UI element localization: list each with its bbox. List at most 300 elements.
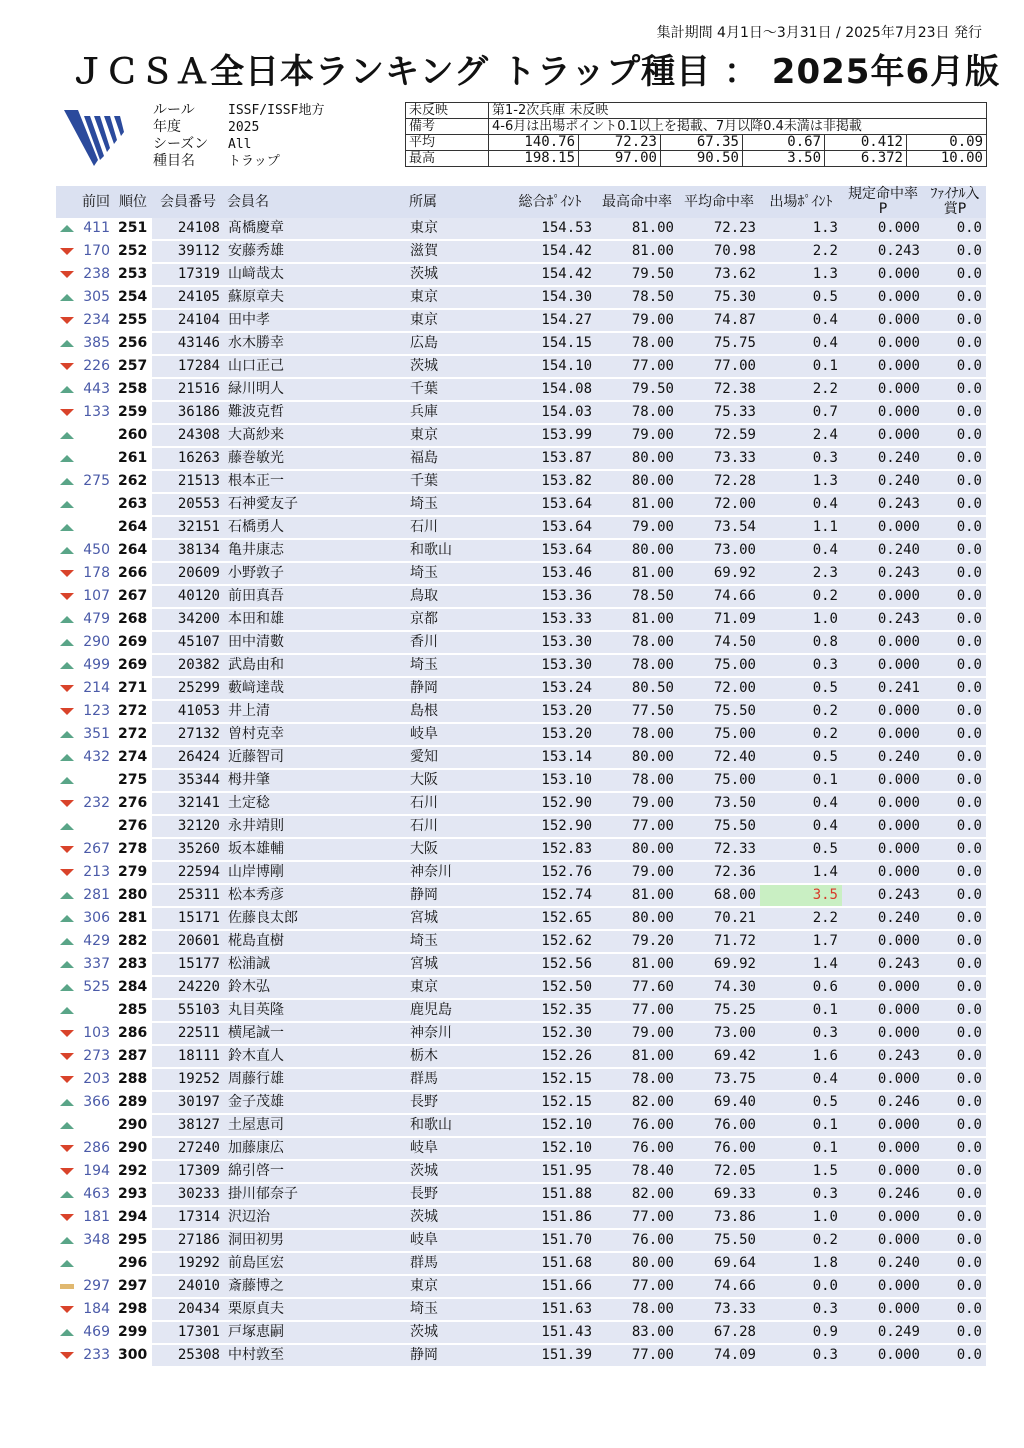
total-points-cell: 153.82	[504, 471, 596, 494]
up-arrow-icon	[60, 754, 74, 761]
total-points-cell: 153.64	[504, 517, 596, 540]
member-number-cell: 25299	[152, 678, 224, 701]
rank-cell: 278	[114, 839, 152, 862]
up-arrow-icon	[60, 915, 74, 922]
final-prize-points-cell: 0.0	[924, 1046, 986, 1069]
total-points-cell: 154.42	[504, 264, 596, 287]
total-points-cell: 153.24	[504, 678, 596, 701]
final-prize-points-cell: 0.0	[924, 218, 986, 241]
header-rule: 規定命中率P	[842, 186, 924, 218]
prev-rank-cell: 450	[78, 540, 114, 563]
trend-cell	[56, 540, 78, 563]
entry-points-cell: 0.3	[760, 1299, 842, 1322]
down-arrow-icon	[60, 248, 74, 255]
total-points-cell: 152.83	[504, 839, 596, 862]
trend-cell	[56, 1345, 78, 1368]
prev-rank-cell: 499	[78, 655, 114, 678]
final-prize-points-cell: 0.0	[924, 793, 986, 816]
table-row	[56, 770, 986, 793]
affiliation-cell: 岐阜	[406, 1138, 504, 1161]
member-name-cell: 田中清數	[224, 632, 406, 655]
affiliation-cell: 茨城	[406, 1161, 504, 1184]
member-name-cell: 藤巻敏光	[224, 448, 406, 471]
total-points-cell: 153.30	[504, 632, 596, 655]
member-number-cell: 30197	[152, 1092, 224, 1115]
member-number-cell: 45107	[152, 632, 224, 655]
rank-cell: 258	[114, 379, 152, 402]
member-number-cell: 15171	[152, 908, 224, 931]
entry-points-cell: 0.3	[760, 655, 842, 678]
affiliation-cell: 広島	[406, 333, 504, 356]
total-points-cell: 152.35	[504, 1000, 596, 1023]
rule-hit-rate-points-cell: 0.000	[842, 977, 924, 1000]
member-number-cell: 21516	[152, 379, 224, 402]
best-hit-rate-cell: 80.00	[596, 1253, 678, 1276]
average-hit-rate-cell: 75.33	[678, 402, 760, 425]
trend-cell	[56, 655, 78, 678]
member-number-cell: 17309	[152, 1161, 224, 1184]
prev-rank-cell: 107	[78, 586, 114, 609]
affiliation-cell: 鳥取	[406, 586, 504, 609]
affiliation-cell: 香川	[406, 632, 504, 655]
rule-hit-rate-points-cell: 0.000	[842, 1230, 924, 1253]
member-name-cell: 小野敦子	[224, 563, 406, 586]
member-number-cell: 43146	[152, 333, 224, 356]
best-hit-rate-cell: 76.00	[596, 1138, 678, 1161]
member-name-cell: 周藤行雄	[224, 1069, 406, 1092]
member-number-cell: 24308	[152, 425, 224, 448]
member-name-cell: 大髙紗来	[224, 425, 406, 448]
affiliation-cell: 滋賀	[406, 241, 504, 264]
final-prize-points-cell: 0.0	[924, 816, 986, 839]
prev-rank-cell: 479	[78, 609, 114, 632]
trend-cell	[56, 977, 78, 1000]
best-hit-rate-cell: 77.60	[596, 977, 678, 1000]
unchanged-icon	[60, 1284, 74, 1289]
trend-cell	[56, 1322, 78, 1345]
rule-hit-rate-points-cell: 0.000	[842, 1345, 924, 1368]
best-hit-rate-cell: 77.00	[596, 1345, 678, 1368]
down-arrow-icon	[60, 1306, 74, 1313]
table-row	[56, 494, 986, 517]
rule-hit-rate-points-cell: 0.240	[842, 471, 924, 494]
up-arrow-icon	[60, 1122, 74, 1129]
average-hit-rate-cell: 74.30	[678, 977, 760, 1000]
member-name-cell: 近藤智司	[224, 747, 406, 770]
average-hit-rate-cell: 73.50	[678, 793, 760, 816]
affiliation-cell: 京都	[406, 609, 504, 632]
member-number-cell: 17301	[152, 1322, 224, 1345]
average-hit-rate-cell: 75.30	[678, 287, 760, 310]
unreflected-value: 第1-2次兵庫 未反映	[489, 103, 987, 119]
trend-cell	[56, 448, 78, 471]
rule-hit-rate-points-cell: 0.243	[842, 1046, 924, 1069]
member-name-cell: 鈴木直人	[224, 1046, 406, 1069]
total-points-cell: 153.33	[504, 609, 596, 632]
affiliation-cell: 神奈川	[406, 1023, 504, 1046]
entry-points-cell: 1.0	[760, 1207, 842, 1230]
final-prize-points-cell: 0.0	[924, 264, 986, 287]
table-row	[56, 977, 986, 1000]
prev-rank-cell: 184	[78, 1299, 114, 1322]
meta-value: 2025	[228, 120, 260, 135]
entry-points-cell: 1.8	[760, 1253, 842, 1276]
final-prize-points-cell: 0.0	[924, 540, 986, 563]
member-name-cell: 綿引啓一	[224, 1161, 406, 1184]
rank-cell: 266	[114, 563, 152, 586]
member-name-cell: 安藤秀雄	[224, 241, 406, 264]
prev-rank-cell: 432	[78, 747, 114, 770]
best-hit-rate-cell: 77.00	[596, 1276, 678, 1299]
table-row	[56, 563, 986, 586]
table-row	[56, 1207, 986, 1230]
entry-points-cell: 0.5	[760, 1092, 842, 1115]
rule-hit-rate-points-cell: 0.000	[842, 264, 924, 287]
affiliation-cell: 宮城	[406, 908, 504, 931]
trend-cell	[56, 862, 78, 885]
average-hit-rate-cell: 69.33	[678, 1184, 760, 1207]
meta-block	[153, 102, 388, 170]
entry-points-cell: 0.8	[760, 632, 842, 655]
meta-row	[153, 102, 388, 119]
average-hit-rate-cell: 72.28	[678, 471, 760, 494]
rule-hit-rate-points-cell: 0.246	[842, 1092, 924, 1115]
best-hit-rate-cell: 81.00	[596, 241, 678, 264]
best-hit-rate-cell: 80.00	[596, 471, 678, 494]
best-hit-rate-cell: 79.00	[596, 1023, 678, 1046]
final-prize-points-cell: 0.0	[924, 1000, 986, 1023]
entry-points-cell: 0.1	[760, 1138, 842, 1161]
final-prize-points-cell: 0.0	[924, 402, 986, 425]
total-points-cell: 153.64	[504, 540, 596, 563]
prev-rank-cell: 170	[78, 241, 114, 264]
average-hit-rate-cell: 75.75	[678, 333, 760, 356]
member-name-cell: 井上清	[224, 701, 406, 724]
rank-cell: 256	[114, 333, 152, 356]
rule-hit-rate-points-cell: 0.000	[842, 1069, 924, 1092]
header-prev: 前回	[78, 186, 114, 218]
total-points-cell: 153.20	[504, 724, 596, 747]
best-hit-rate-cell: 77.00	[596, 816, 678, 839]
member-number-cell: 18111	[152, 1046, 224, 1069]
entry-points-cell: 1.4	[760, 862, 842, 885]
final-prize-points-cell: 0.0	[924, 747, 986, 770]
down-arrow-icon	[60, 409, 74, 416]
up-arrow-icon	[60, 225, 74, 232]
best-hit-rate-cell: 78.50	[596, 586, 678, 609]
trend-cell	[56, 747, 78, 770]
final-prize-points-cell: 0.0	[924, 1161, 986, 1184]
entry-points-cell: 1.1	[760, 517, 842, 540]
rule-hit-rate-points-cell: 0.000	[842, 701, 924, 724]
member-number-cell: 20609	[152, 563, 224, 586]
total-points-cell: 154.27	[504, 310, 596, 333]
up-arrow-icon	[60, 501, 74, 508]
meta-label: 年度	[153, 119, 181, 135]
affiliation-cell: 岐阜	[406, 724, 504, 747]
average-hit-rate-cell: 69.92	[678, 954, 760, 977]
down-arrow-icon	[60, 869, 74, 876]
prev-rank-cell: 103	[78, 1023, 114, 1046]
member-number-cell: 24104	[152, 310, 224, 333]
total-points-cell: 153.64	[504, 494, 596, 517]
prev-rank-cell: 297	[78, 1276, 114, 1299]
member-number-cell: 16263	[152, 448, 224, 471]
trend-cell	[56, 1184, 78, 1207]
final-prize-points-cell: 0.0	[924, 356, 986, 379]
total-points-cell: 154.03	[504, 402, 596, 425]
table-row	[56, 1276, 986, 1299]
table-row	[56, 402, 986, 425]
total-points-cell: 152.15	[504, 1069, 596, 1092]
best-hit-rate-cell: 76.00	[596, 1230, 678, 1253]
table-row	[56, 908, 986, 931]
total-points-cell: 151.88	[504, 1184, 596, 1207]
member-number-cell: 24105	[152, 287, 224, 310]
prev-rank-cell: 286	[78, 1138, 114, 1161]
entry-points-cell: 0.1	[760, 1115, 842, 1138]
average-value: 0.09	[907, 135, 987, 151]
max-value: 97.00	[579, 151, 661, 167]
meta-value: トラップ	[228, 154, 280, 169]
table-row	[56, 632, 986, 655]
best-hit-rate-cell: 77.00	[596, 1207, 678, 1230]
entry-points-cell: 0.4	[760, 1069, 842, 1092]
trend-cell	[56, 425, 78, 448]
member-name-cell: 沢辺治	[224, 1207, 406, 1230]
up-arrow-icon	[60, 478, 74, 485]
average-hit-rate-cell: 75.50	[678, 1230, 760, 1253]
member-name-cell: 佐藤良太郎	[224, 908, 406, 931]
final-prize-points-cell: 0.0	[924, 586, 986, 609]
rule-hit-rate-points-cell: 0.240	[842, 540, 924, 563]
header-total: 総合ﾎﾟｲﾝﾄ	[504, 186, 596, 218]
entry-points-cell: 0.5	[760, 287, 842, 310]
trend-cell	[56, 356, 78, 379]
trend-cell	[56, 379, 78, 402]
table-row	[56, 1184, 986, 1207]
prev-rank-cell: 232	[78, 793, 114, 816]
table-row	[56, 747, 986, 770]
entry-points-cell: 0.5	[760, 747, 842, 770]
rule-hit-rate-points-cell: 0.240	[842, 1253, 924, 1276]
down-arrow-icon	[60, 593, 74, 600]
final-prize-points-cell: 0.0	[924, 839, 986, 862]
affiliation-cell: 和歌山	[406, 540, 504, 563]
unreflected-label: 未反映	[406, 103, 489, 119]
rank-cell: 271	[114, 678, 152, 701]
table-row	[56, 310, 986, 333]
entry-points-cell: 0.4	[760, 540, 842, 563]
entry-points-cell: 0.3	[760, 1023, 842, 1046]
member-number-cell: 55103	[152, 1000, 224, 1023]
average-hit-rate-cell: 70.21	[678, 908, 760, 931]
affiliation-cell: 石川	[406, 816, 504, 839]
rank-cell: 272	[114, 701, 152, 724]
rank-cell: 252	[114, 241, 152, 264]
entry-points-cell: 0.1	[760, 356, 842, 379]
meta-label: ルール	[153, 102, 195, 118]
average-hit-rate-cell: 74.50	[678, 632, 760, 655]
member-number-cell: 27132	[152, 724, 224, 747]
final-prize-points-cell: 0.0	[924, 471, 986, 494]
rule-hit-rate-points-cell: 0.000	[842, 1138, 924, 1161]
table-row	[56, 1115, 986, 1138]
member-number-cell: 27186	[152, 1230, 224, 1253]
best-hit-rate-cell: 83.00	[596, 1322, 678, 1345]
down-arrow-icon	[60, 1214, 74, 1221]
trend-cell	[56, 1276, 78, 1299]
best-hit-rate-cell: 81.00	[596, 954, 678, 977]
rank-cell: 294	[114, 1207, 152, 1230]
average-hit-rate-cell: 69.92	[678, 563, 760, 586]
final-prize-points-cell: 0.0	[924, 931, 986, 954]
rule-hit-rate-points-cell: 0.000	[842, 816, 924, 839]
member-name-cell: 坂本雄輔	[224, 839, 406, 862]
final-prize-points-cell: 0.0	[924, 609, 986, 632]
average-hit-rate-cell: 72.23	[678, 218, 760, 241]
best-hit-rate-cell: 78.00	[596, 655, 678, 678]
entry-points-cell: 0.2	[760, 586, 842, 609]
rank-cell: 299	[114, 1322, 152, 1345]
header-rank: 順位	[114, 186, 152, 218]
average-hit-rate-cell: 73.75	[678, 1069, 760, 1092]
up-arrow-icon	[60, 892, 74, 899]
average-hit-rate-cell: 74.87	[678, 310, 760, 333]
total-points-cell: 151.63	[504, 1299, 596, 1322]
best-hit-rate-cell: 79.00	[596, 517, 678, 540]
trend-cell	[56, 954, 78, 977]
best-hit-rate-cell: 78.00	[596, 632, 678, 655]
member-number-cell: 35260	[152, 839, 224, 862]
rule-hit-rate-points-cell: 0.000	[842, 425, 924, 448]
best-hit-rate-cell: 77.50	[596, 701, 678, 724]
trend-cell	[56, 1253, 78, 1276]
member-name-cell: 本田和雄	[224, 609, 406, 632]
trend-cell	[56, 1115, 78, 1138]
entry-points-cell: 0.5	[760, 839, 842, 862]
entry-points-cell: 0.2	[760, 724, 842, 747]
rule-hit-rate-points-cell: 0.000	[842, 517, 924, 540]
best-hit-rate-cell: 77.00	[596, 1000, 678, 1023]
prev-rank-cell: 214	[78, 678, 114, 701]
total-points-cell: 152.30	[504, 1023, 596, 1046]
meta-label: シーズン	[153, 136, 209, 152]
average-hit-rate-cell: 75.25	[678, 1000, 760, 1023]
member-number-cell: 26424	[152, 747, 224, 770]
member-number-cell: 27240	[152, 1138, 224, 1161]
average-value: 72.23	[579, 135, 661, 151]
summary-table	[405, 102, 987, 167]
table-row	[56, 701, 986, 724]
affiliation-cell: 石川	[406, 517, 504, 540]
average-hit-rate-cell: 76.00	[678, 1115, 760, 1138]
total-points-cell: 153.46	[504, 563, 596, 586]
average-hit-rate-cell: 72.38	[678, 379, 760, 402]
rank-cell: 274	[114, 747, 152, 770]
member-name-cell: 前田真吾	[224, 586, 406, 609]
up-arrow-icon	[60, 823, 74, 830]
trend-cell	[56, 1299, 78, 1322]
total-points-cell: 152.76	[504, 862, 596, 885]
meta-row	[153, 153, 388, 170]
best-hit-rate-cell: 78.00	[596, 770, 678, 793]
prev-rank-cell	[78, 448, 114, 471]
rule-hit-rate-points-cell: 0.246	[842, 1184, 924, 1207]
trend-cell	[56, 1092, 78, 1115]
trend-cell	[56, 1138, 78, 1161]
entry-points-cell: 0.2	[760, 1230, 842, 1253]
best-hit-rate-cell: 81.00	[596, 563, 678, 586]
rule-hit-rate-points-cell: 0.000	[842, 632, 924, 655]
member-name-cell: 横尾誠一	[224, 1023, 406, 1046]
best-hit-rate-cell: 80.00	[596, 839, 678, 862]
best-hit-rate-cell: 79.00	[596, 425, 678, 448]
entry-points-cell: 0.2	[760, 701, 842, 724]
prev-rank-cell: 429	[78, 931, 114, 954]
member-name-cell: 山口正己	[224, 356, 406, 379]
trend-cell	[56, 517, 78, 540]
final-prize-points-cell: 0.0	[924, 678, 986, 701]
member-name-cell: 松浦誠	[224, 954, 406, 977]
affiliation-cell: 千葉	[406, 379, 504, 402]
down-arrow-icon	[60, 363, 74, 370]
average-hit-rate-cell: 77.00	[678, 356, 760, 379]
down-arrow-icon	[60, 1053, 74, 1060]
affiliation-cell: 鹿児島	[406, 1000, 504, 1023]
rank-cell: 298	[114, 1299, 152, 1322]
member-number-cell: 19252	[152, 1069, 224, 1092]
meta-label: 種目名	[153, 153, 195, 169]
down-arrow-icon	[60, 1168, 74, 1175]
table-row	[56, 264, 986, 287]
average-hit-rate-cell: 71.09	[678, 609, 760, 632]
rank-cell: 253	[114, 264, 152, 287]
rule-hit-rate-points-cell: 0.000	[842, 1161, 924, 1184]
entry-points-cell: 2.3	[760, 563, 842, 586]
member-number-cell: 32120	[152, 816, 224, 839]
table-row	[56, 586, 986, 609]
table-row	[56, 1046, 986, 1069]
member-name-cell: 中村敦至	[224, 1345, 406, 1368]
final-prize-points-cell: 0.0	[924, 1184, 986, 1207]
member-number-cell: 25311	[152, 885, 224, 908]
affiliation-cell: 千葉	[406, 471, 504, 494]
member-name-cell: 根本正一	[224, 471, 406, 494]
meta-row	[153, 119, 388, 136]
up-arrow-icon	[60, 524, 74, 531]
final-prize-points-cell: 0.0	[924, 954, 986, 977]
member-name-cell: 石橋勇人	[224, 517, 406, 540]
best-hit-rate-cell: 81.00	[596, 494, 678, 517]
total-points-cell: 154.42	[504, 241, 596, 264]
average-value: 67.35	[661, 135, 743, 151]
header-member-no: 会員番号	[152, 186, 224, 218]
best-hit-rate-cell: 77.00	[596, 356, 678, 379]
best-hit-rate-cell: 81.00	[596, 218, 678, 241]
rule-hit-rate-points-cell: 0.000	[842, 839, 924, 862]
affiliation-cell: 大阪	[406, 770, 504, 793]
rule-hit-rate-points-cell: 0.243	[842, 241, 924, 264]
entry-points-cell: 1.5	[760, 1161, 842, 1184]
rule-hit-rate-points-cell: 0.000	[842, 218, 924, 241]
trend-cell	[56, 885, 78, 908]
prev-rank-cell: 213	[78, 862, 114, 885]
best-hit-rate-cell: 80.50	[596, 678, 678, 701]
total-points-cell: 154.30	[504, 287, 596, 310]
rule-hit-rate-points-cell: 0.243	[842, 563, 924, 586]
total-points-cell: 154.08	[504, 379, 596, 402]
